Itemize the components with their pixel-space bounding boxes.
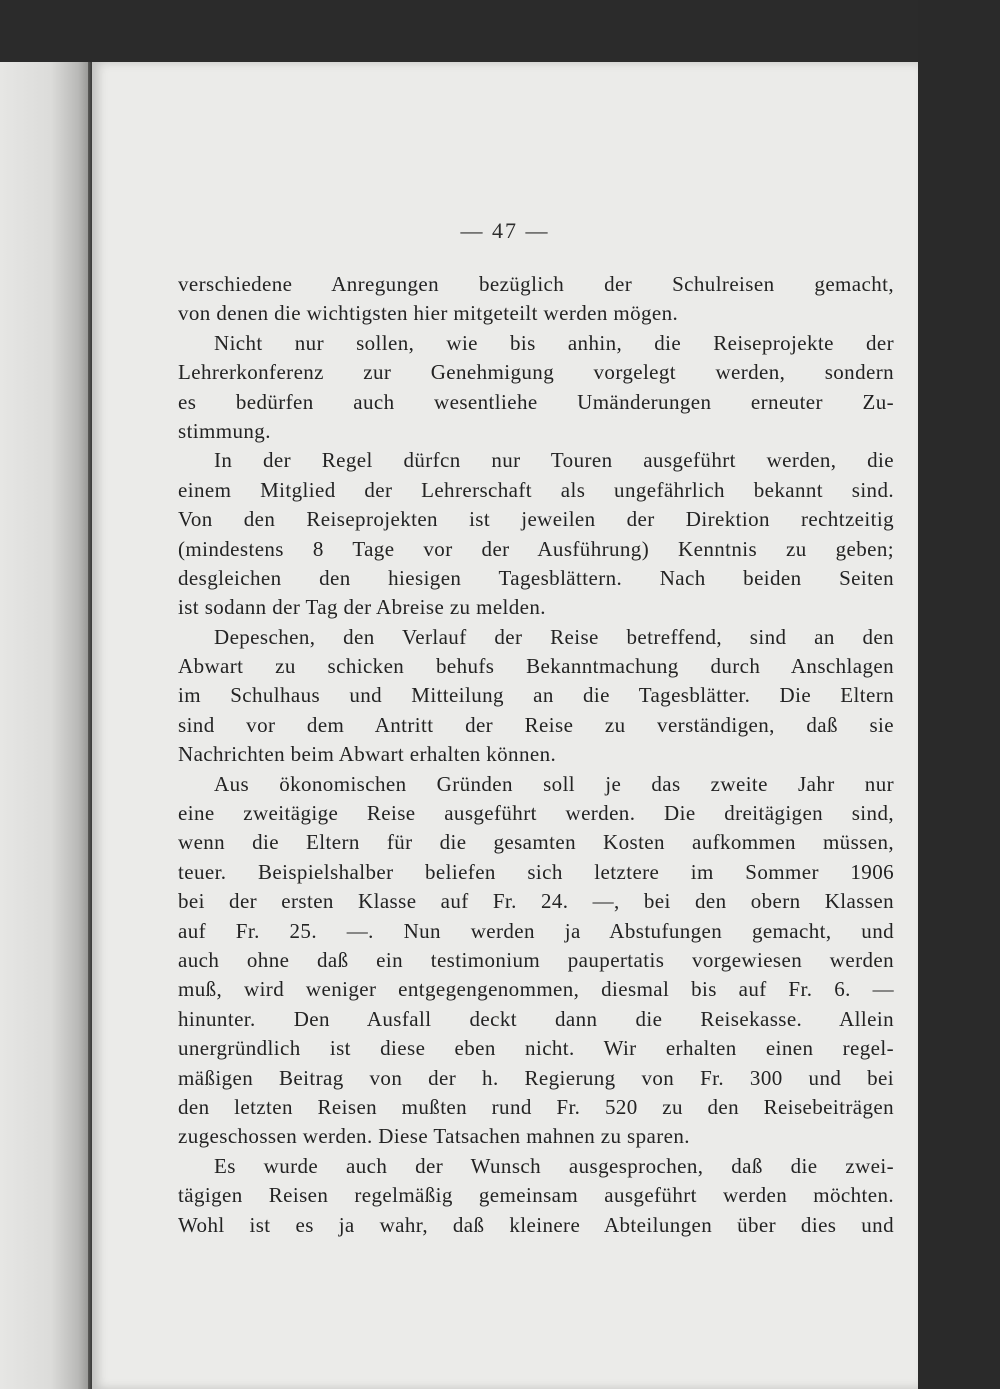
text-line: bei der ersten Klasse auf Fr. 24. —, bei den obern Klassen [178, 889, 894, 914]
text-line: Nicht nur sollen, wie bis anhin, die Reiseprojekte der [214, 330, 894, 355]
text-line: im Schulhaus und Mitteilung an die Tagesblätter. Die Eltern [178, 683, 894, 708]
body-text [178, 270, 894, 1240]
text-line: tägigen Reisen regelmäßig gemeinsam ausgeführt werden möchten. [178, 1183, 894, 1208]
text-line: auf Fr. 25. —. Nun werden ja Abstufungen gemacht, und [178, 918, 894, 943]
document-page [92, 62, 918, 1389]
text-line: desgleichen den hiesigen Tagesblättern. Nach beiden Seiten [178, 565, 894, 590]
text-line: Wohl ist es ja wahr, daß kleinere Abteilungen über dies und [178, 1212, 894, 1237]
text-line: verschiedene Anregungen bezüglich der Schulreisen gemacht, [178, 272, 894, 296]
text-line: Nachrichten beim Abwart erhalten können. [178, 742, 557, 767]
text-line: muß, wird weniger entgegengenommen, diesmal bis auf Fr. 6. — [178, 977, 894, 1002]
scan-background-right [918, 0, 1000, 1389]
text-line: wenn die Eltern für die gesamten Kosten aufkommen müssen, [178, 830, 894, 855]
text-line: (mindestens 8 Tage vor der Ausführung) Kenntnis zu geben; [178, 536, 894, 561]
text-line: In der Regel dürfcn nur Touren ausgeführt werden, die [214, 448, 894, 473]
text-line: Lehrerkonferenz zur Genehmigung vorgelegt werden, sondern [178, 360, 894, 385]
text-line: Aus ökonomischen Gründen soll je das zweite Jahr nur [214, 771, 894, 796]
text-line: Es wurde auch der Wunsch ausgesprochen, daß die zwei- [214, 1153, 894, 1178]
text-line: eine zweitägige Reise ausgeführt werden. Die dreitägigen sind, [178, 801, 894, 826]
text-line: hinunter. Den Ausfall deckt dann die Reisekasse. Allein [178, 1006, 894, 1031]
text-line: sind vor dem Antritt der Reise zu verständigen, daß sie [178, 712, 894, 737]
page-number: — 47 — [460, 218, 550, 243]
text-line: stimmung. [178, 418, 271, 443]
text-line: es bedürfen auch wesentliehe Umänderungen erneuter Zu- [178, 389, 894, 414]
text-line: ist sodann der Tag der Abreise zu melden. [178, 595, 546, 620]
text-line: auch ohne daß ein testimonium paupertatis vorgewiesen werden [178, 947, 894, 972]
text-line: mäßigen Beitrag von der h. Regierung von Fr. 300 und bei [178, 1065, 894, 1090]
text-line: zugeschossen werden. Diese Tatsachen mahnen zu sparen. [178, 1124, 690, 1149]
text-line: unergründlich ist diese eben nicht. Wir erhalten einen regel- [178, 1036, 894, 1061]
text-line: teuer. Beispielshalber beliefen sich letztere im Sommer 1906 [178, 859, 894, 884]
left-page-edge [0, 62, 92, 1389]
text-line: einem Mitglied der Lehrerschaft als ungefährlich bekannt sind. [178, 477, 894, 502]
text-line: von denen die wichtigsten hier mitgeteilt werden mögen. [178, 301, 679, 326]
text-line: den letzten Reisen mußten rund Fr. 520 zu den Reisebeiträgen [178, 1094, 894, 1119]
text-line: Depeschen, den Verlauf der Reise betreffend, sind an den [214, 624, 894, 649]
text-line: Abwart zu schicken behufs Bekanntmachung durch Anschlagen [178, 654, 894, 679]
text-line: Von den Reiseprojekten ist jeweilen der Direktion rechtzeitig [178, 507, 894, 532]
